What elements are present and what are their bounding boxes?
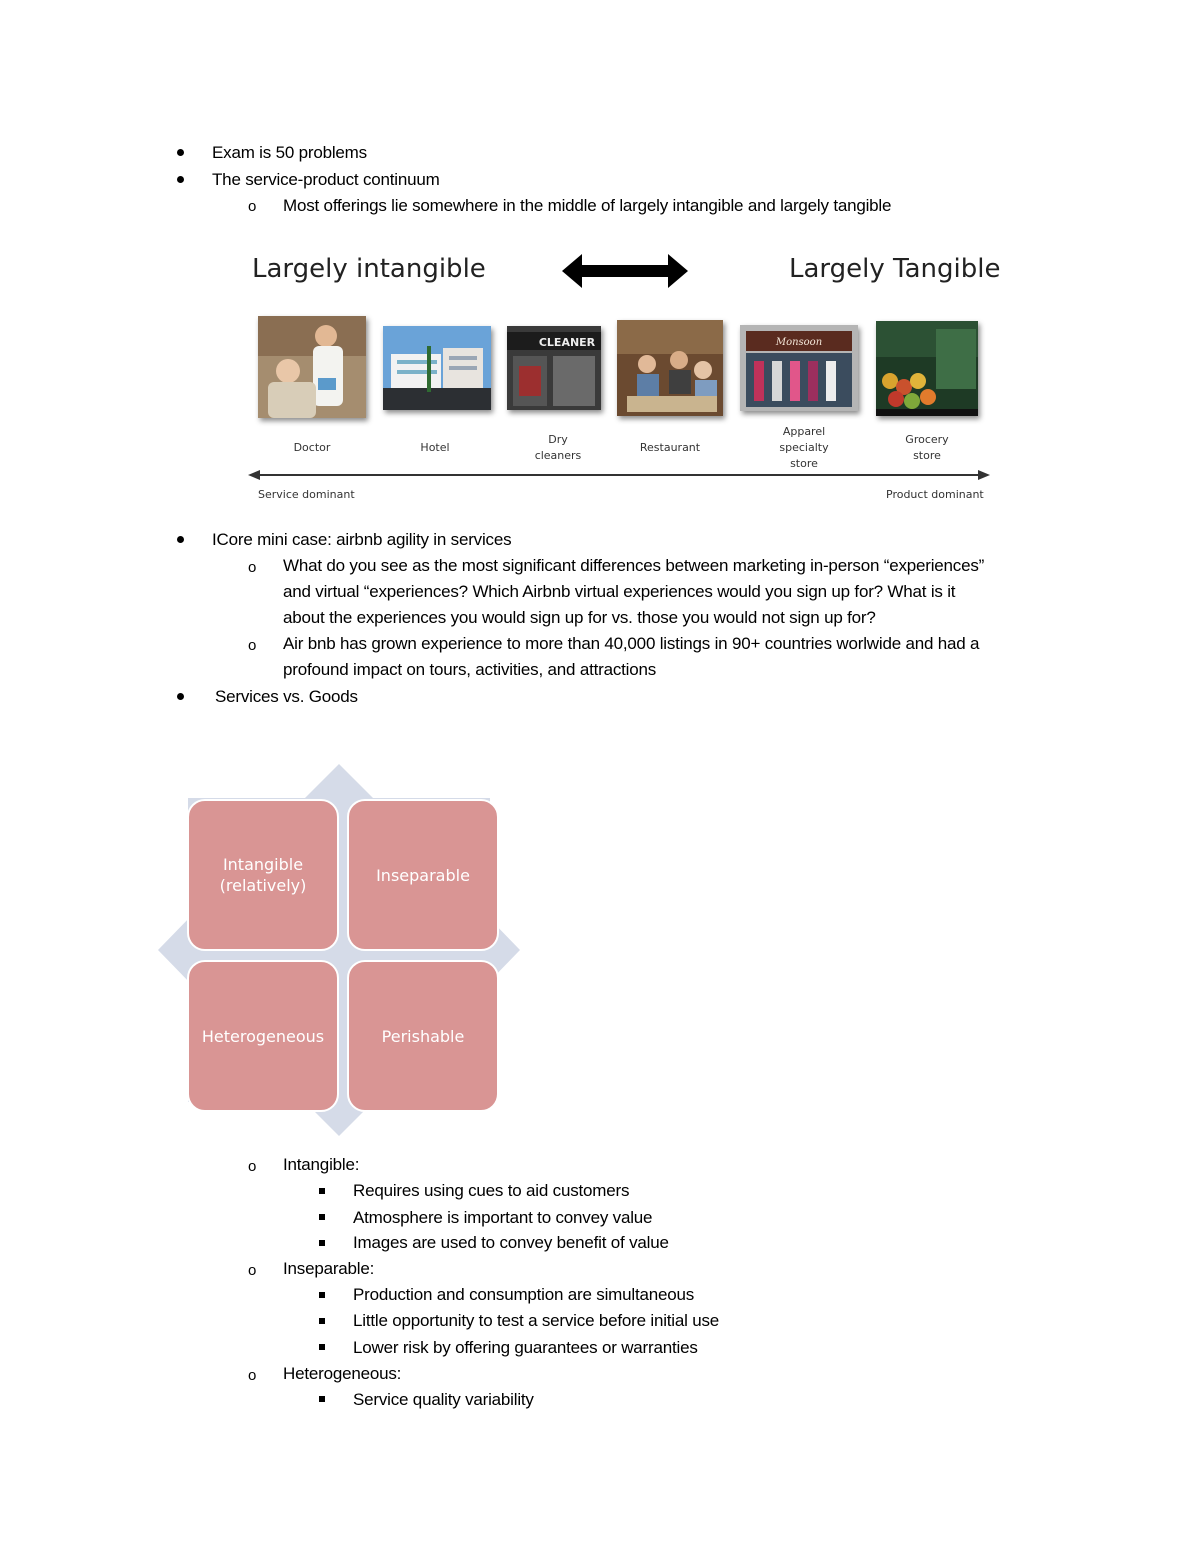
svg-text:CLEANER: CLEANER — [538, 336, 596, 349]
doctor-photo — [258, 316, 366, 418]
caption-hotel: Hotel — [420, 441, 450, 454]
caption-grocery: Grocery store — [905, 433, 949, 462]
matrix-cell-intangible: Intangible (relatively) — [187, 799, 339, 951]
dry-cleaners-photo — [507, 326, 601, 410]
square-bullet — [319, 1344, 325, 1350]
svg-text:Monsoon: Monsoon — [775, 337, 823, 348]
axis-service-dominant: Service dominant — [258, 488, 355, 501]
square-bullet — [319, 1396, 325, 1402]
case-stat-line-2: profound impact on tours, activities, and attractions — [283, 660, 657, 679]
detail-item: Atmosphere is important to convey value — [353, 1208, 653, 1227]
service-product-axis — [248, 468, 990, 482]
bullet-case: ICore mini case: airbnb agility in services — [212, 530, 512, 549]
grocery-photo — [876, 321, 978, 416]
caption-doctor: Doctor — [293, 441, 331, 454]
detail-item: Service quality variability — [353, 1390, 534, 1409]
matrix-cell-heterogeneous: Heterogeneous — [187, 960, 339, 1112]
hotel-photo — [383, 326, 491, 410]
case-question-line-2: and virtual “experiences? Which Airbnb virtual experiences would you sign up for? What is it — [283, 582, 956, 601]
sub-bullet-marker: o — [248, 637, 257, 654]
detail-item: Images are used to convey benefit of value — [353, 1233, 669, 1252]
square-bullet — [319, 1214, 325, 1220]
bullet-dot — [177, 149, 184, 156]
bullet-exam: Exam is 50 problems — [212, 143, 367, 162]
axis-product-dominant: Product dominant — [886, 488, 984, 501]
matrix-cell-inseparable: Inseparable — [347, 799, 499, 951]
square-bullet — [319, 1292, 325, 1298]
detail-item: Production and consumption are simultaneous — [353, 1285, 695, 1304]
square-bullet — [319, 1240, 325, 1246]
detail-heading-inseparable: Inseparable: — [283, 1259, 375, 1278]
square-bullet — [319, 1188, 325, 1194]
double-arrow-icon — [562, 254, 688, 288]
matrix-cell-perishable: Perishable — [347, 960, 499, 1112]
bullet-dot — [177, 693, 184, 700]
largely-tangible-heading: Largely Tangible — [789, 254, 1001, 284]
case-question-line-3: about the experiences you would sign up for vs. those you would not sign up for? — [283, 608, 876, 627]
sub-bullet-marker: o — [248, 1158, 257, 1175]
case-question-line-1: What do you see as the most significant differences between marketing in-person “experiences” — [283, 556, 985, 575]
detail-item: Little opportunity to test a service before initial use — [353, 1311, 720, 1330]
sub-bullet-marker: o — [248, 559, 257, 576]
case-stat-line-1: Air bnb has grown experience to more than 40,000 listings in 90+ countries worlwide and had a — [283, 634, 980, 653]
sub-bullet-marker: o — [248, 198, 257, 215]
caption-apparel-store: Apparel specialty store — [779, 425, 829, 470]
caption-dry-cleaners: Dry cleaners — [534, 433, 582, 462]
sub-bullet-marker: o — [248, 1367, 257, 1384]
detail-heading-heterogeneous: Heterogeneous: — [283, 1364, 402, 1383]
sub-bullet-continuum: Most offerings lie somewhere in the middle of largely intangible and largely tangible — [283, 196, 892, 215]
bullet-services-vs-goods: Services vs. Goods — [215, 687, 358, 706]
restaurant-photo — [617, 320, 723, 416]
apparel-store-photo — [740, 325, 858, 411]
detail-heading-intangible: Intangible: — [283, 1155, 360, 1174]
detail-item: Lower risk by offering guarantees or warranties — [353, 1338, 698, 1357]
bullet-dot — [177, 536, 184, 543]
caption-restaurant: Restaurant — [639, 441, 701, 454]
bullet-dot — [177, 176, 184, 183]
square-bullet — [319, 1318, 325, 1324]
largely-intangible-heading: Largely intangible — [252, 254, 486, 284]
sub-bullet-marker: o — [248, 1262, 257, 1279]
detail-item: Requires using cues to aid customers — [353, 1181, 630, 1200]
bullet-continuum: The service-product continuum — [212, 170, 440, 189]
